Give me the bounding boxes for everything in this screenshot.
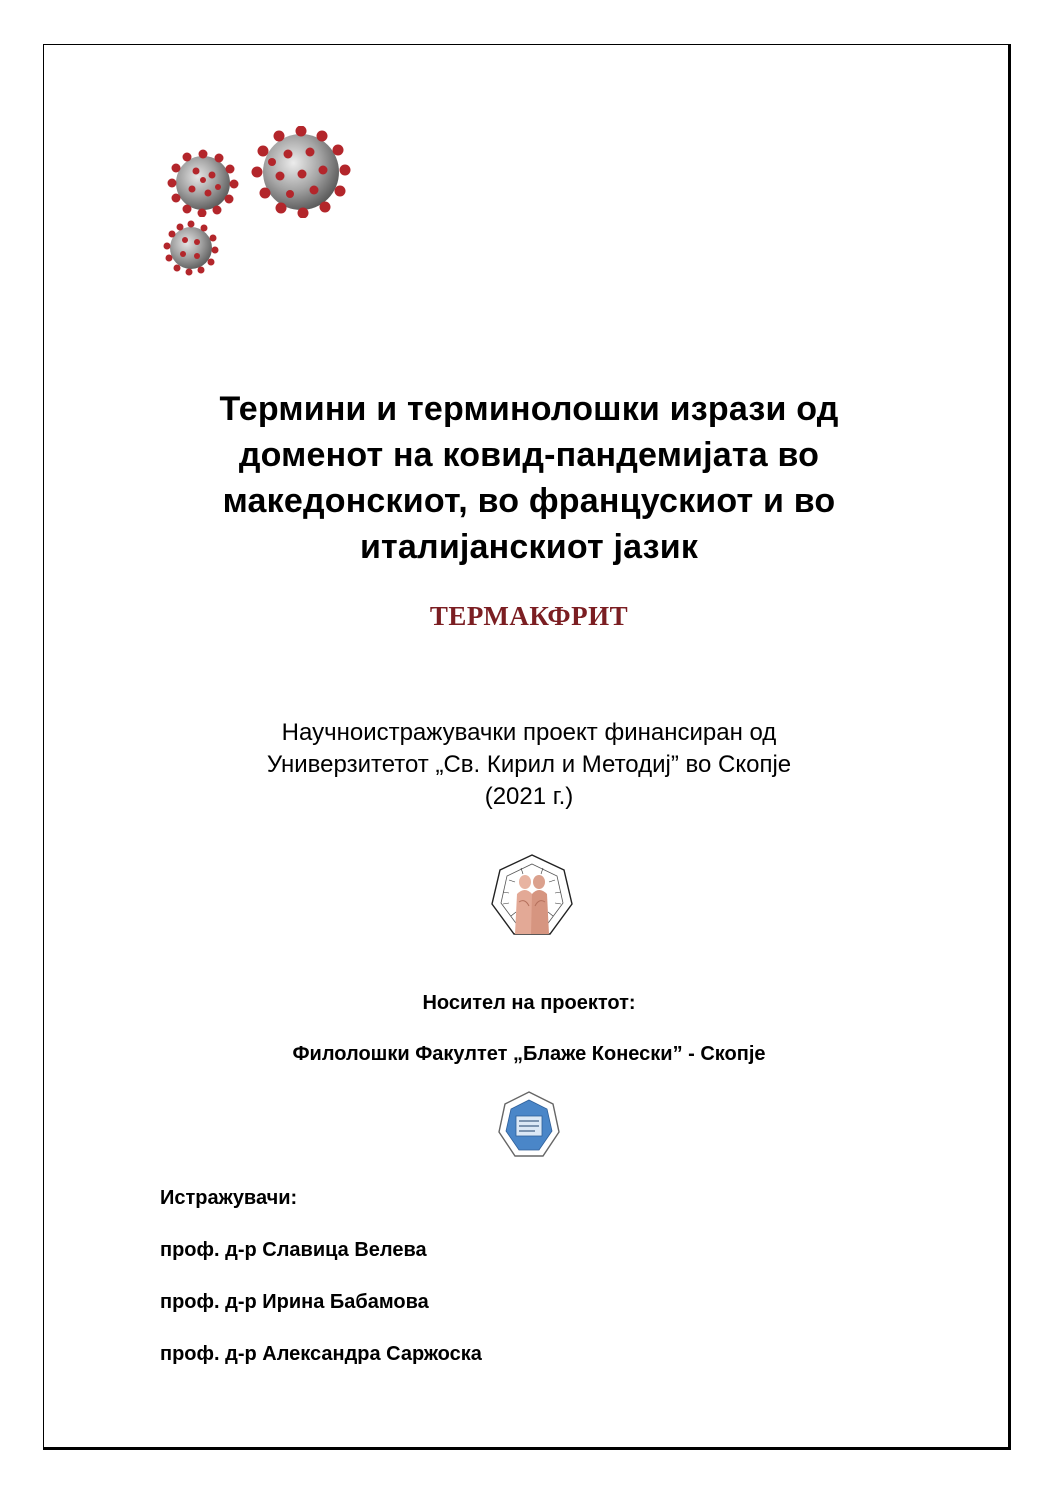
project-carrier-name: Филолошки Факултет „Блаже Конески” - Скопје bbox=[292, 1043, 766, 1065]
title-line: доменот на ковид-пандемијата во bbox=[238, 436, 820, 474]
funding-line: Универзитетот „Св. Кирил и Методиј” во Скопје bbox=[266, 751, 792, 778]
researcher-name: проф. д-р Александра Саржоска bbox=[160, 1343, 482, 1365]
document-title bbox=[43, 386, 1015, 570]
researchers-section bbox=[160, 1186, 482, 1394]
coronavirus-image bbox=[163, 220, 219, 276]
researcher-name: проф. д-р Ирина Бабамова bbox=[160, 1291, 429, 1313]
faculty-seal-logo bbox=[497, 1090, 561, 1169]
researcher-name: проф. д-р Славица Велева bbox=[160, 1239, 427, 1261]
title-line: италијанскиот јазик bbox=[359, 528, 699, 566]
title-line: македонскиот, во францускиот и во bbox=[222, 482, 836, 520]
funding-statement bbox=[43, 717, 1015, 813]
funding-line: (2021 г.) bbox=[484, 783, 574, 810]
researchers-label: Истражувачи: bbox=[160, 1187, 298, 1209]
title-line: Термини и терминолошки изрази од bbox=[219, 390, 839, 428]
project-acronym: ТЕРМАКФРИТ bbox=[429, 601, 629, 631]
funding-line: Научноистражувачки проект финансиран од bbox=[281, 719, 777, 746]
university-seal-logo bbox=[489, 852, 575, 945]
coronavirus-image bbox=[166, 149, 240, 217]
project-carrier-label: Носител на проектот: bbox=[422, 992, 636, 1014]
coronavirus-image bbox=[250, 126, 352, 218]
